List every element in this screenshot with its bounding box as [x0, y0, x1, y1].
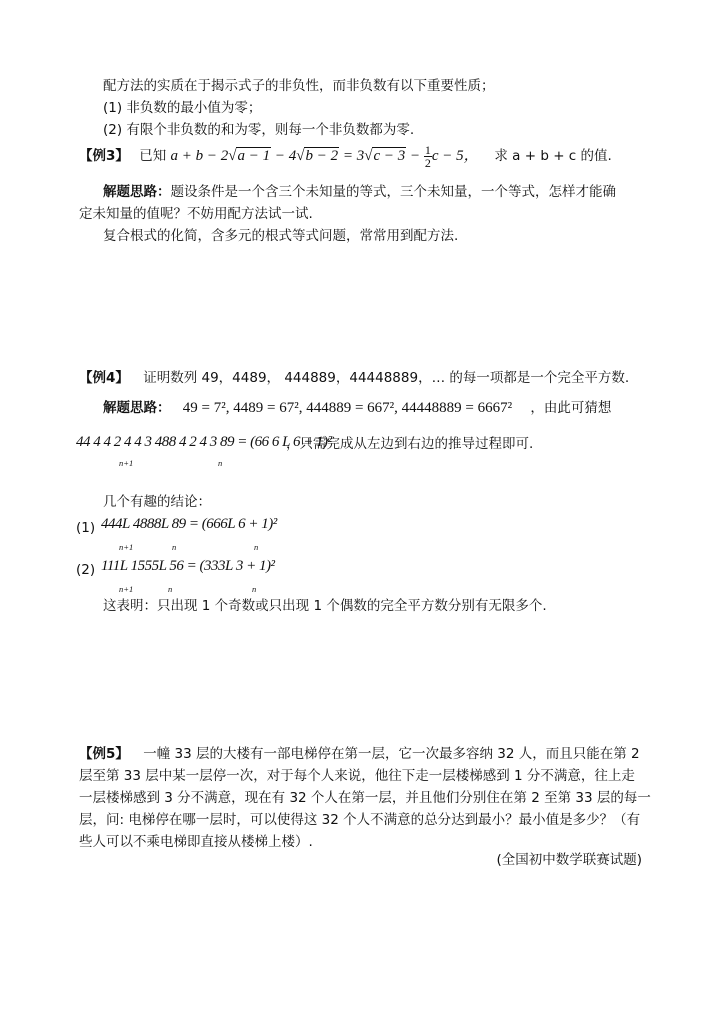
conclusions-title: 几个有趣的结论： [103, 494, 211, 510]
example-3-note: 复合根式的化简，含多元的根式等式问题，常常用到配方法. [103, 228, 459, 244]
example-4-statement: 【例4】 证明数列 49，4489， 444889，44448889，… 的每一项都是一个完全平方数. [79, 370, 630, 386]
example-3-equation: a + b − 2√a − 1 − 4√b − 2 = 3√c − 3 − $\frac{1}{2}$ c − 5， [170, 143, 479, 170]
example-4-hint-math: 49 = 7², 4489 = 67², 444889 = 667², 44448889 = 6667² [182, 400, 513, 416]
conclusion-1-label: (1) [76, 520, 96, 536]
subscript-n: n [218, 458, 223, 468]
intro-line-2: (1) 非负数的最小值为零； [103, 100, 262, 116]
conclusion-2-formula: 111L 1555L 56 = (333L 3 + 1)² [101, 558, 275, 574]
example-4-hint-label: 解题思路： [103, 400, 171, 416]
example-3-hint-line-1: 解题思路：题设条件是一个含三个未知量的等式，三个未知量，一个等式，怎样才能确 [103, 184, 616, 200]
example-4-tag: 【例4】 [79, 370, 129, 386]
example-5-line-4: 层，问: 电梯停在哪一层时，可以使得这 32 个人不满意的总分达到最小？最小值是多少？（有 [79, 812, 641, 828]
example-4-guess-tail: ，只需完成从左边到右边的推导过程即可. [286, 436, 534, 452]
example-3-statement: 【例3】 已知 a + b − 2√a − 1 − 4√b − 2 = 3√c − 3 − $\frac{1}{2}$ c − 5， 求 a + b + c 的值. [79, 143, 612, 170]
subscript-n-plus-1: n+1 [119, 458, 134, 468]
example-5-source: (全国初中数学联赛试题) [496, 852, 642, 868]
example-3-tag: 【例3】 [79, 147, 129, 164]
intro-line-3: (2) 有限个非负数的和为零，则每一个非负数都为零. [103, 122, 415, 138]
conclusion-1-formula: 444L 4888L 89 = (666L 6 + 1)² [101, 516, 277, 532]
intro-line-1: 配方法的实质在于揭示式子的非负性，而非负数有以下重要性质； [103, 78, 495, 94]
example-4-final: 这表明：只出现 1 个奇数或只出现 1 个偶数的完全平方数分别有无限多个. [103, 598, 547, 614]
example-3-hint-line-2: 定未知量的值呢？不妨用配方法试一试. [79, 206, 313, 222]
example-5-tag: 【例5】 [79, 746, 129, 762]
example-3-hint-label: 解题思路： [103, 184, 171, 200]
conclusion-2-label: (2) [76, 562, 96, 578]
example-4-hint: 解题思路： 49 = 7², 4489 = 67², 444889 = 667², 44448889 = 6667² ，由此可猜想 [103, 400, 612, 416]
example-3-question: 求 a + b + c 的值. [494, 147, 612, 164]
example-5-line-3: 一层楼梯感到 3 分不满意，现在有 32 个人在第一层，并且他们分别住在第 2 至第 33 层的每一 [79, 790, 651, 806]
example-5-line-5: 些人可以不乘电梯即直接从楼梯上楼）. [79, 834, 313, 850]
example-5-line-1: 【例5】 一幢 33 层的大楼有一部电梯停在第一层，它一次最多容纳 32 人，而且只能在第 2 [79, 746, 640, 762]
example-4-guess-formula: 44 4 4 2 4 4 3 488 4 2 4 3 89 = (66 6 L 6 + 1)² [76, 434, 332, 450]
example-5-line-2: 层至第 33 层中某一层停一次，对于每个人来说，他往下走一层楼梯感到 1 分不满意，往上走 [79, 768, 635, 784]
